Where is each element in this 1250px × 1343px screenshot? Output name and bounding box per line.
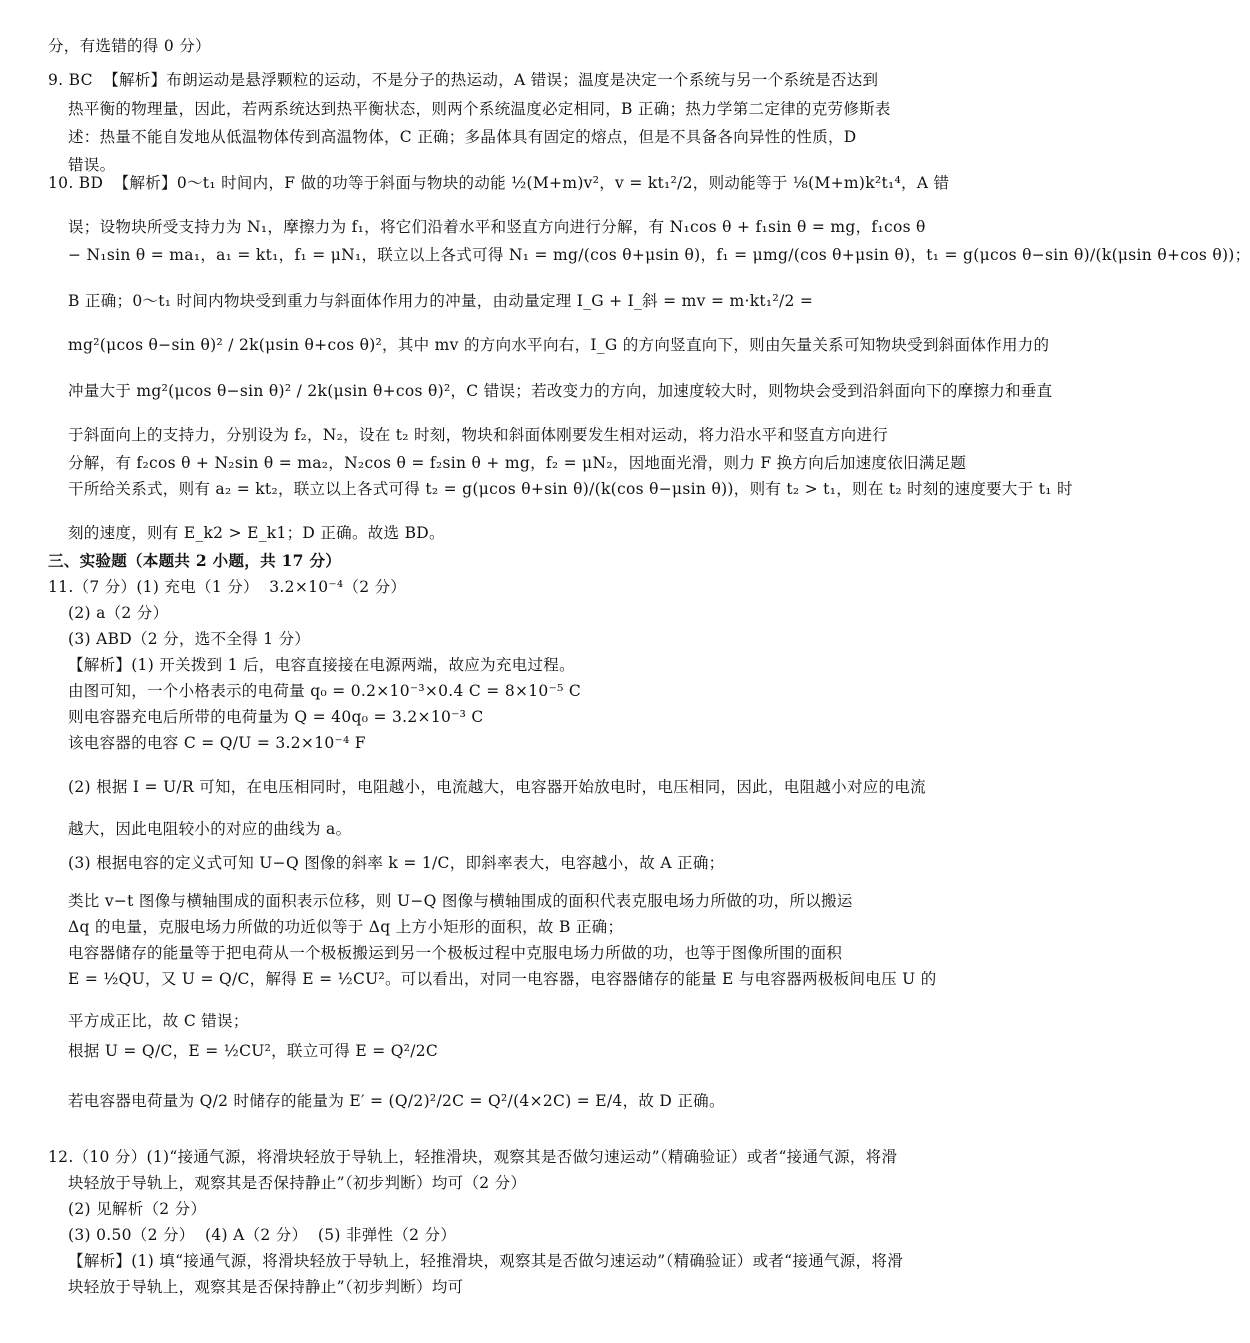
text-line: 于斜面向上的支持力，分别设为 f₂，N₂，设在 t₂ 时刻，物块和斜面体刚要发生相对运动，将力沿水平和竖直方向进行	[68, 426, 889, 444]
text-line: 三、实验题（本题共 2 小题，共 17 分）	[48, 551, 342, 570]
text-line: 越大，因此电阻较小的对应的曲线为 a。	[68, 820, 352, 838]
text-line: (3) ABD（2 分，选不全得 1 分）	[68, 630, 311, 648]
text-line: 错误。	[68, 156, 116, 174]
text-line: 根据 U = Q/C，E = ½CU²，联立可得 E = Q²/2C	[68, 1042, 439, 1060]
text-line: 块轻放于导轨上，观察其是否保持静止”（初步判断）均可（2 分）	[68, 1174, 527, 1192]
text-line: mg²(μcos θ−sin θ)² / 2k(μsin θ+cos θ)²，其中 mv 的方向水平向右，I_G 的方向竖直向下，则由矢量关系可知物块受到斜面体作用力的	[68, 336, 1050, 354]
text-line: 干所给关系式，则有 a₂ = kt₂，联立以上各式可得 t₂ = g(μcos θ+sin θ)/(k(cos θ−μsin θ))，则有 t₂ > t₁，则在 t₂ 时刻的速度要大于 t₁ 时	[68, 480, 1073, 498]
text-line: 若电容器电荷量为 Q/2 时储存的能量为 E′ = (Q/2)²/2C = Q²/(4×2C) = E/4，故 D 正确。	[68, 1092, 725, 1110]
text-line: 【解析】(1) 开关拨到 1 后，电容直接接在电源两端，故应为充电过程。	[68, 656, 575, 674]
text-line: 12.（10 分）(1)“接通气源，将滑块轻放于导轨上，轻推滑块，观察其是否做匀速运动”（精确验证）或者“接通气源，将滑	[48, 1148, 898, 1166]
text-line: 电容器储存的能量等于把电荷从一个极板搬运到另一个极板过程中克服电场力所做的功，也等于图像所围的面积	[68, 944, 843, 962]
text-line: 11.（7 分）(1) 充电（1 分） 3.2×10⁻⁴（2 分）	[48, 578, 407, 596]
text-line: 述：热量不能自发地从低温物体传到高温物体，C 正确；多晶体具有固定的熔点，但是不具备各向异性的性质，D	[68, 128, 857, 146]
text-line: B 正确；0～t₁ 时间内物块受到重力与斜面体作用力的冲量，由动量定理 I_G + I_斜 = mv = m·kt₁²/2 =	[68, 292, 814, 310]
text-line: 分，有选错的得 0 分）	[48, 37, 211, 55]
text-line: 块轻放于导轨上，观察其是否保持静止”（初步判断）均可	[68, 1278, 464, 1296]
text-line: 刻的速度，则有 E_k2 > E_k1；D 正确。故选 BD。	[68, 524, 445, 542]
text-line: 则电容器充电后所带的电荷量为 Q = 40q₀ = 3.2×10⁻³ C	[68, 708, 484, 726]
text-line: (2) a（2 分）	[68, 604, 169, 622]
text-line: 分解，有 f₂cos θ + N₂sin θ = ma₂，N₂cos θ = f₂sin θ + mg，f₂ = μN₂，因地面光滑，则力 F 换方向后加速度依旧满足题	[68, 454, 967, 472]
text-line: 该电容器的电容 C = Q/U = 3.2×10⁻⁴ F	[68, 734, 366, 752]
text-line: 9. BC 【解析】布朗运动是悬浮颗粒的运动，不是分子的热运动，A 错误；温度是决定一个系统与另一个系统是否达到	[48, 71, 879, 89]
text-line: (2) 根据 I = U/R 可知，在电压相同时，电阻越小，电流越大，电容器开始放电时，电压相同，因此，电阻越小对应的电流	[68, 778, 926, 796]
text-line: 热平衡的物理量，因此，若两系统达到热平衡状态，则两个系统温度必定相同，B 正确；热力学第二定律的克劳修斯表	[68, 100, 891, 118]
text-line: 由图可知，一个小格表示的电荷量 q₀ = 0.2×10⁻³×0.4 C = 8×10⁻⁵ C	[68, 682, 581, 700]
text-line: 冲量大于 mg²(μcos θ−sin θ)² / 2k(μsin θ+cos θ)²，C 错误；若改变力的方向，加速度较大时，则物块会受到沿斜面向下的摩擦力和垂直	[68, 382, 1053, 400]
text-line: (3) 0.50（2 分） (4) A（2 分） (5) 非弹性（2 分）	[68, 1226, 457, 1244]
text-line: (2) 见解析（2 分）	[68, 1200, 207, 1218]
text-line: 类比 v−t 图像与横轴围成的面积表示位移，则 U−Q 图像与横轴围成的面积代表克服电场力所做的功，所以搬运	[68, 892, 853, 910]
text-line: E = ½QU，又 U = Q/C，解得 E = ½CU²。可以看出，对同一电容器，电容器储存的能量 E 与电容器两极板间电压 U 的	[68, 970, 937, 988]
text-line: 【解析】(1) 填“接通气源，将滑块轻放于导轨上，轻推滑块，观察其是否做匀速运动”（精确验证）或者“接通气源，将滑	[68, 1252, 904, 1270]
text-line: 平方成正比，故 C 错误；	[68, 1012, 249, 1030]
text-line: − N₁sin θ = ma₁，a₁ = kt₁，f₁ = μN₁，联立以上各式可得 N₁ = mg/(cos θ+μsin θ)，f₁ = μmg/(cos θ+μsin θ)，t₁ = g(μcos θ−sin θ)/(k(μsin θ+cos θ))；	[68, 246, 1250, 264]
text-line: (3) 根据电容的定义式可知 U−Q 图像的斜率 k = 1/C，即斜率表大，电容越小，故 A 正确；	[68, 854, 725, 872]
text-line: Δq 的电量，克服电场力所做的功近似等于 Δq 上方小矩形的面积，故 B 正确；	[68, 918, 624, 936]
text-line: 误；设物块所受支持力为 N₁，摩擦力为 f₁，将它们沿着水平和竖直方向进行分解，有 N₁cos θ + f₁sin θ = mg，f₁cos θ	[68, 218, 926, 236]
text-line: 10. BD 【解析】0～t₁ 时间内，F 做的功等于斜面与物块的动能 ½(M+m)v²，v = kt₁²/2，则动能等于 ⅛(M+m)k²t₁⁴，A 错	[48, 174, 950, 192]
